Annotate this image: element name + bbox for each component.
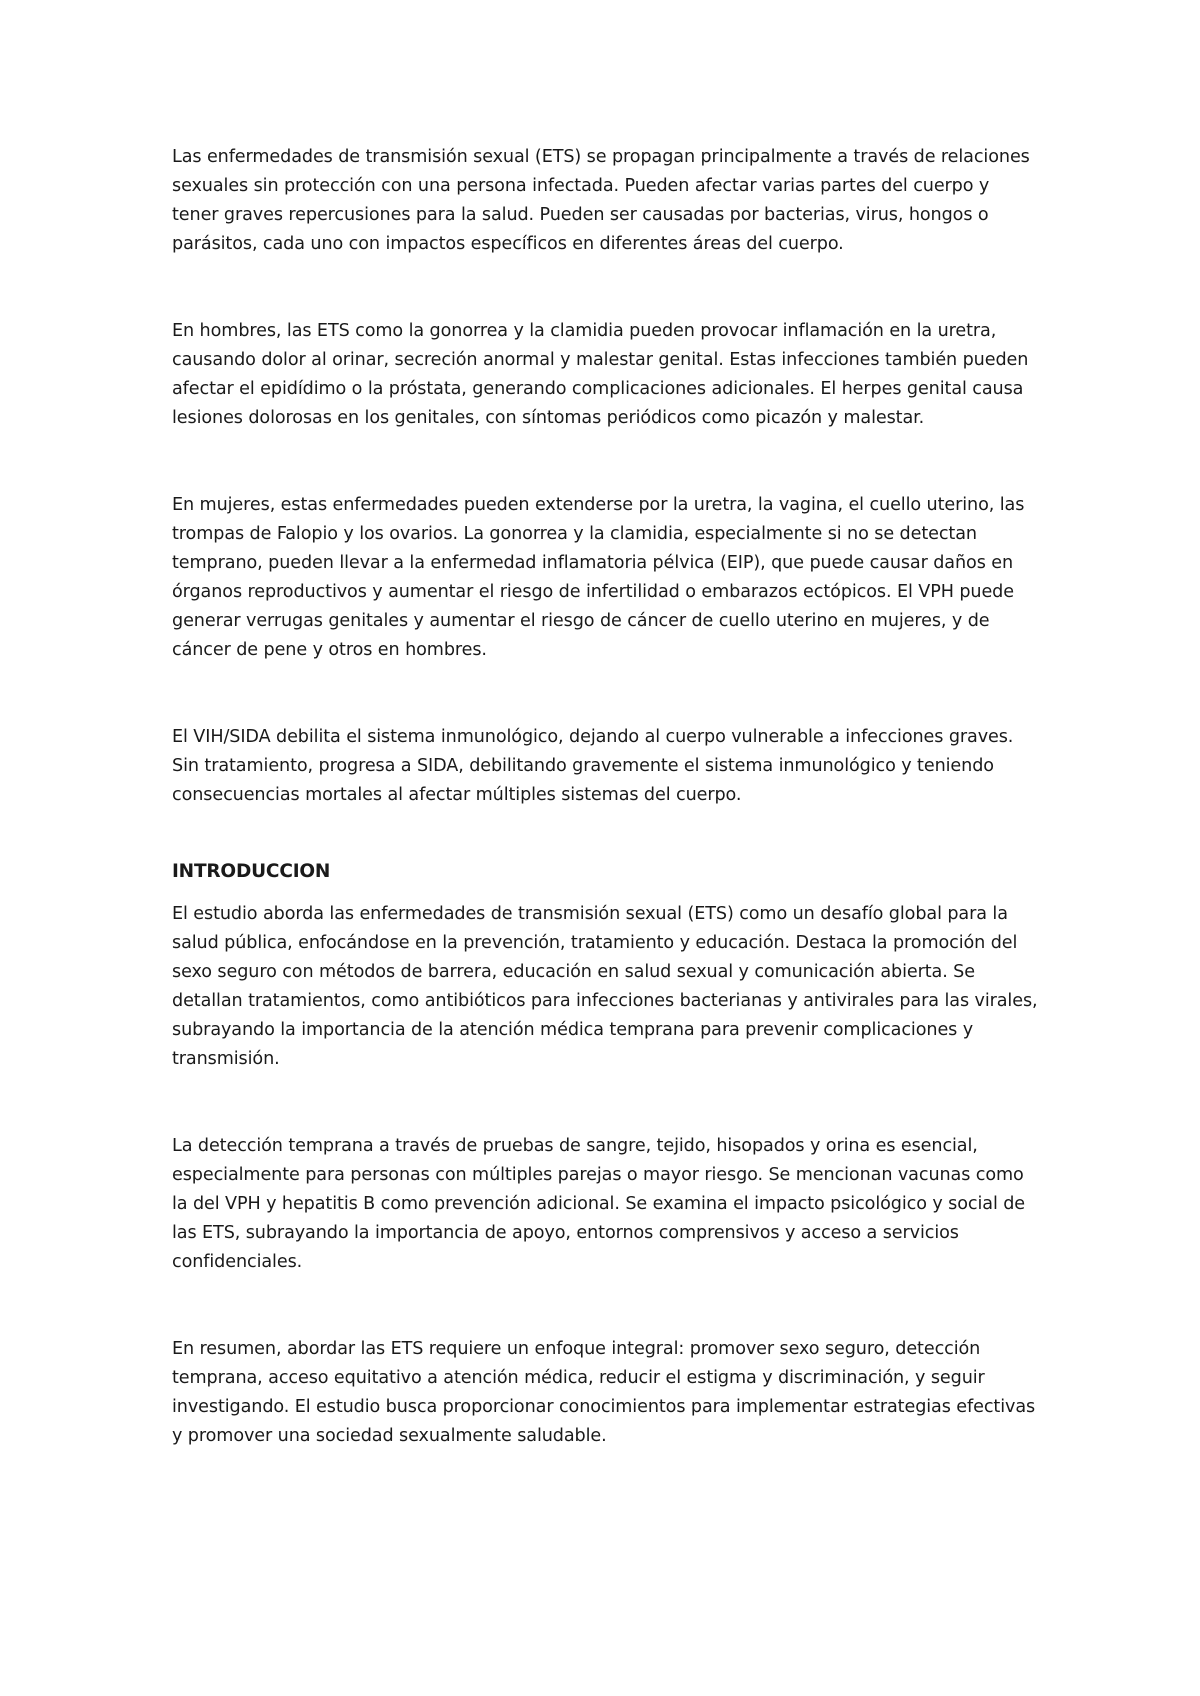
paragraph-intro-detection: La detección temprana a través de pruebas de sangre, tejido, hisopados y orina es esencial, especialmente para personas con múltiples parejas o mayor riesgo. Se mencionan vacunas como la del VPH y hepatitis B como prevención adicional. Se examina el impacto psicológico y social de las ETS, subrayando la importancia de apoyo, entornos comprensivos y acceso a servicios confidenciales. <box>172 1136 1026 1272</box>
paragraph-vih-sida: El VIH/SIDA debilita el sistema inmunológico, dejando al cuerpo vulnerable a infecciones graves. Sin tratamiento, progresa a SIDA, debilitando gravemente el sistema inmunológico y teniendo consecuencias mortales al afectar múltiples sistemas del cuerpo. <box>172 727 1014 805</box>
document-body <box>172 143 1040 1451</box>
paragraph-intro-summary: En resumen, abordar las ETS requiere un enfoque integral: promover sexo seguro, detección temprana, acceso equitativo a atención médica, reducir el estigma y discriminación, y seguir investigando. El estudio busca proporcionar conocimientos para implementar estrategias efectivas y promover una sociedad sexualmente saludable. <box>172 1339 1036 1446</box>
paragraph-intro-study: El estudio aborda las enfermedades de transmisión sexual (ETS) como un desafío global para la salud pública, enfocándose en la prevención, tratamiento y educación. Destaca la promoción del sexo seguro con métodos de barrera, educación en salud sexual y comunicación abierta. Se detallan tratamientos, como antibióticos para infecciones bacterianas y antivirales para las virales, subrayando la importancia de la atención médica temprana para prevenir complicaciones y transmisión. <box>172 904 1038 1069</box>
section-heading-introduccion: INTRODUCCION <box>172 861 331 882</box>
paragraph-ets-men: En hombres, las ETS como la gonorrea y la clamidia pueden provocar inflamación en la uretra, causando dolor al orinar, secreción anormal y malestar genital. Estas infecciones también pueden afectar el epidídimo o la próstata, generando complicaciones adicionales. El herpes genital causa lesiones dolorosas en los genitales, con síntomas periódicos como picazón y malestar. <box>172 321 1029 428</box>
paragraph-ets-women: En mujeres, estas enfermedades pueden extenderse por la uretra, la vagina, el cuello uterino, las trompas de Falopio y los ovarios. La gonorrea y la clamidia, especialmente si no se detectan temprano, pueden llevar a la enfermedad inflamatoria pélvica (EIP), que puede causar daños en órganos reproductivos y aumentar el riesgo de infertilidad o embarazos ectópicos. El VPH puede generar verrugas genitales y aumentar el riesgo de cáncer de cuello uterino en mujeres, y de cáncer de pene y otros en hombres. <box>172 495 1025 660</box>
paragraph-ets-overview: Las enfermedades de transmisión sexual (ETS) se propagan principalmente a través de relaciones sexuales sin protección con una persona infectada. Pueden afectar varias partes del cuerpo y tener graves repercusiones para la salud. Pueden ser causadas por bacterias, virus, hongos o parásitos, cada uno con impactos específicos en diferentes áreas del cuerpo. <box>172 147 1030 254</box>
